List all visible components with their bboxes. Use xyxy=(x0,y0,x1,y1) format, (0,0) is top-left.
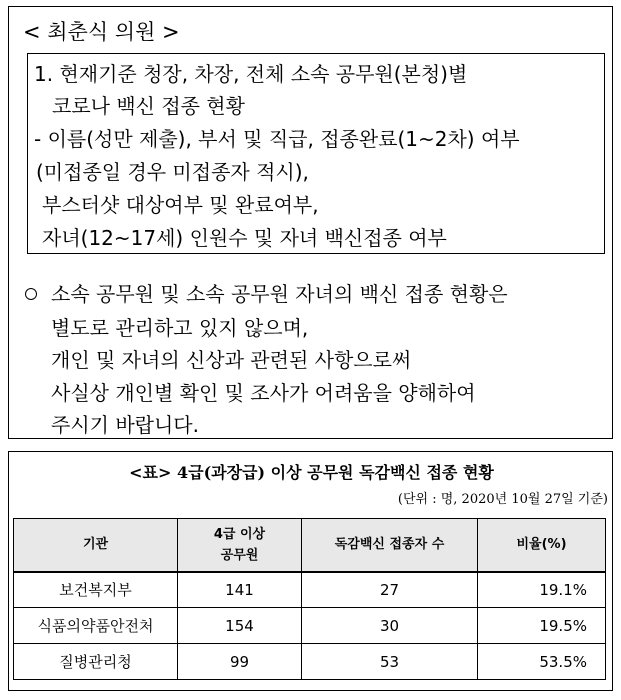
answer-line: 사실상 개인별 확인 및 조사가 어려움을 양해하여 xyxy=(51,381,476,405)
header-vaccinated: 독감백신 접종자 수 xyxy=(302,519,478,572)
request-line: 1. 현재기준 청장, 차장, 전체 소속 공무원(본청)별 xyxy=(34,62,468,86)
request-line: 코로나 백신 접종 현황 xyxy=(52,94,245,118)
request-panel xyxy=(8,6,613,439)
cell-vaccinated: 30 xyxy=(302,608,478,644)
header-agency: 기관 xyxy=(14,519,178,572)
request-line: 자녀(12~17세) 인원수 및 자녀 백신접종 여부 xyxy=(42,226,447,250)
cell-vaccinated: 27 xyxy=(302,572,478,608)
table-header-row xyxy=(14,519,606,572)
request-line: (미접종일 경우 미접종자 적시), xyxy=(36,160,309,184)
cell-ratio: 19.1% xyxy=(478,572,606,608)
table-row xyxy=(14,572,606,608)
header-ratio: 비율(%) xyxy=(478,519,606,572)
answer-line: 개인 및 자녀의 신상과 관련된 사항으로써 xyxy=(51,348,412,372)
table-row xyxy=(14,608,606,644)
header-officials: 4급 이상 공무원 xyxy=(178,519,302,572)
cell-officials: 141 xyxy=(178,572,302,608)
cell-agency: 질병관리청 xyxy=(14,644,178,680)
cell-agency: 보건복지부 xyxy=(14,572,178,608)
bullet-circle-icon xyxy=(25,288,37,300)
speaker-title: < 최춘식 의원 > xyxy=(23,20,180,44)
answer-line: 별도로 관리하고 있지 않으며, xyxy=(51,316,309,340)
request-line: - 이름(성만 제출), 부서 및 직급, 접종완료(1~2차) 여부 xyxy=(34,127,520,151)
request-line: 부스터샷 대상여부 및 완료여부, xyxy=(42,193,319,217)
cell-officials: 99 xyxy=(178,644,302,680)
request-box xyxy=(27,53,605,254)
table-row xyxy=(14,644,606,680)
cell-ratio: 53.5% xyxy=(478,644,606,680)
answer-line: 주시기 바랍니다. xyxy=(51,413,199,437)
cell-officials: 154 xyxy=(178,608,302,644)
table-title: <표> 4급(과장급) 이상 공무원 독감백신 접종 현황 xyxy=(129,463,494,482)
table-panel xyxy=(8,451,613,691)
answer-line: 소속 공무원 및 소속 공무원 자녀의 백신 접종 현황은 xyxy=(51,282,508,306)
vaccination-table xyxy=(13,518,606,680)
table-unit-note: (단위 : 명, 2020년 10월 27일 기준) xyxy=(397,492,608,507)
cell-agency: 식품의약품안전처 xyxy=(14,608,178,644)
cell-ratio: 19.5% xyxy=(478,608,606,644)
cell-vaccinated: 53 xyxy=(302,644,478,680)
